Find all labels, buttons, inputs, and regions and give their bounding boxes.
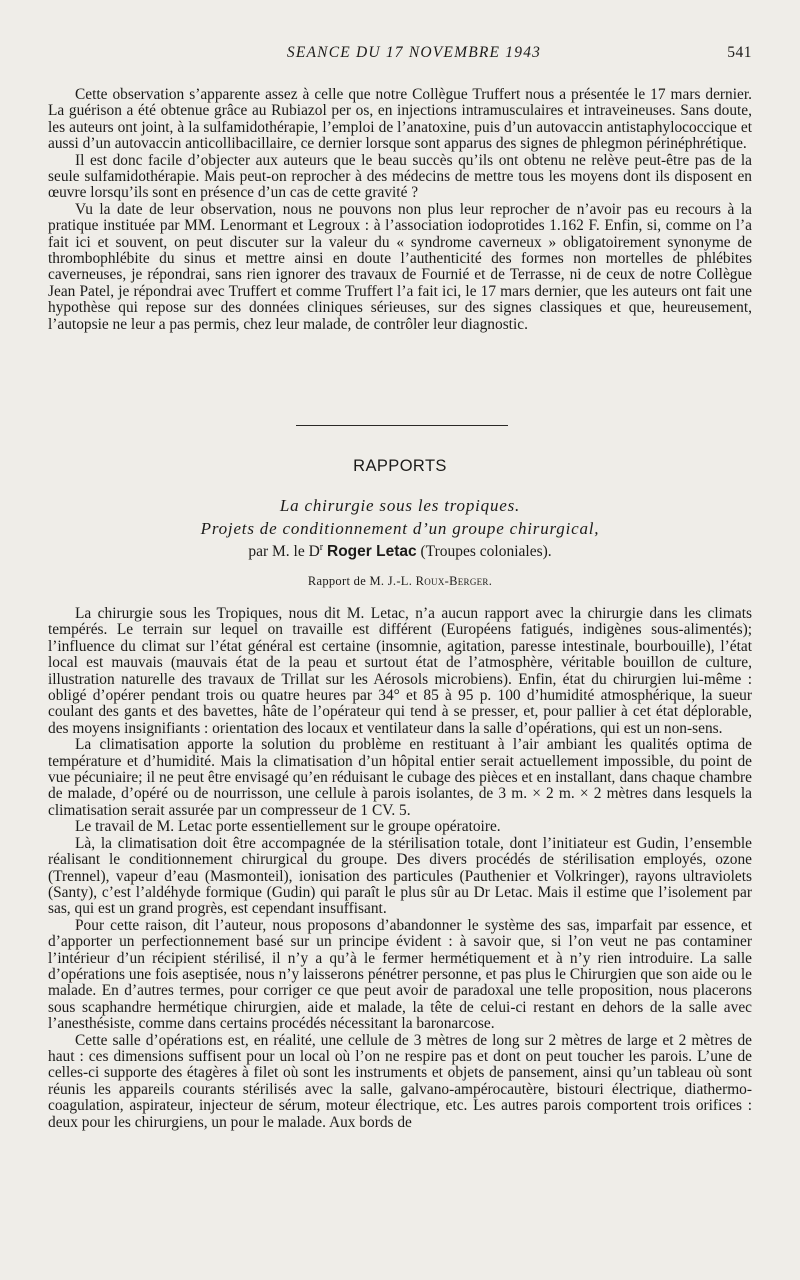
paragraph: La climatisation apporte la solution du problème en restituant à l’air ambiant les qualités optima de température et d’humidité. Mais la climatisation d’un hôpital entier serait actuellement impossible, du point de vue pécuniaire; il ne peut être envisagé qu’en réduisant le cubage des pièces et en installant, dans chaque chambre de malade, d’opéré ou de nourrisson, une cellule à parois isolantes, de 3 m. × 2 m. × 2 mètres dans lesquels la climatisation serait assurée par un compresseur de 1 CV. 5. [48, 736, 752, 819]
byline-sup: r [319, 542, 324, 553]
author-name: Roger Letac [327, 543, 417, 561]
paragraph: Cette observation s’apparente assez à celle que notre Collègue Truffert nous a présentée le 17 mars dernier. La guérison a été obtenue grâce au Rubiazol per os, en injections intramusculaires et intraveineuses. Sans doute, les auteurs ont joint, à la sulfamidothérapie, l’emploi de l’anatoxine, puis d’un autovaccin antistaphylococcique et aussi d’un autovaccin anticollibacillaire, ce dernier lorsque sont apparus des signes de phlegmon périnéphrétique. [48, 86, 752, 153]
section-divider [296, 425, 508, 426]
paragraph: Il est donc facile d’objecter aux auteurs que le beau succès qu’ils ont obtenu ne relève peut-être pas de la seule sulfamidothérapie. Mais peut-on reprocher à des médecins de mettre tous les moyens dont ils disposent en œuvre lorsqu’ils sont en présence d’un cas de cette gravité ? [48, 151, 752, 202]
paragraph: La chirurgie sous les Tropiques, nous dit M. Letac, n’a aucun rapport avec la chirurgie dans les climats tempérés. Le terrain sur lequel on travaille est différent (Européens fatigués, indigènes sous-alimentés); l’influence du climat sur l’état général est certaine (insomnie, agitation, paresse intestinale, bourbouille), l’état local est mauvais (mauvais état de la peau et surtout état de l’atmosphère, véritable bouillon de culture, illustration naturelle des travaux de Trillat sur les Aérosols microbiens). Enfin, état du chirurgien lui-même : obligé d’opérer pendant trois ou quatre heures par 34° et 85 à 95 p. 100 d’humidité atmosphérique, la sueur coulant des gants et des bavettes, hâte de l’opérateur qui tend à se presser, et, pour pallier à cet état déplorable, des moyens insignifiants : orientation des locaux et ventilateur dans la salle d’opérations, qui est un non-sens. [48, 605, 752, 737]
section-heading: RAPPORTS [353, 457, 447, 475]
author-affiliation: (Troupes coloniales). [420, 543, 552, 561]
report-author: Roux-Berger. [415, 574, 493, 588]
article-title-line-2: Projets de conditionnement d’un groupe chirurgical, [200, 519, 600, 538]
report-attribution [0, 574, 800, 589]
paragraph: Le travail de M. Letac porte essentiellement sur le groupe opératoire. [75, 818, 501, 836]
paragraph: Là, la climatisation doit être accompagnée de la stérilisation totale, dont l’initiateur est Gudin, l’ensemble réalisant le conditionnement chirurgical du groupe. Des divers procédés de stérilisation employés, ozone (Trennel), vapeur d’eau (Masmonteil), ionisation des particules (Pauthenier et Volkringer), rayons ultraviolets (Santy), c’est l’aldéhyde formique (Gudin) qui paraît le plus sûr au Dr Letac. Mais il estime que l’isolement par sas, qui est un grand progrès, est cependant insuffisant. [48, 834, 752, 918]
paragraph: Pour cette raison, dit l’auteur, nous proposons d’abandonner le système des sas, imparfait par essence, et d’apporter un perfectionnement basé sur un principe évident : à savoir que, si l’on veut ne pas contaminer l’intérieur d’un récipient stérilisé, il n’y a qu’à le fermer hermétiquement et à n’y rien introduire. La salle d’opérations une fois aseptisée, nous n’y laisserons pénétrer personne, et pas plus le Chirurgien que son aide ou le malade. En d’autres termes, pour corriger ce que peut avoir de paradoxal une telle proposition, nous placerons sous scaphandre hermétique chirurgien, aide et malade, la tête de celui-ci restant en dehors de la salle avec l’anesthésiste, comme dans certains procédés nécessitant la baronarcose. [48, 916, 752, 1033]
byline-prefix: par M. le D [248, 543, 320, 561]
article-body [48, 606, 752, 1131]
running-header [76, 44, 752, 66]
byline [0, 542, 800, 561]
continued-text-block [48, 87, 752, 333]
article-title-line-1: La chirurgie sous les tropiques. [279, 496, 521, 515]
report-prefix: Rapport de M. J.-L. [307, 574, 413, 588]
paragraph: Cette salle d’opérations est, en réalité, une cellule de 3 mètres de long sur 2 mètres de large et 2 mètres de haut : ces dimensions suffisent pour un local où l’on ne respire pas et dont on peut toucher les parois. L’une de celles-ci supporte des étagères à filet où sont les instruments et objets de pansement, ainsi qu’un tableau où sont réunis les appareils courants stérilisés avec la salle, galvano-ampérocautère, bistouri électrique, diathermo-coagulation, aspirateur, injecteur de sérum, moteur électrique, etc. Les autres parois comportent trois orifices : deux pour les chirurgiens, un pour le malade. Aux bords de [48, 1031, 752, 1131]
page-number: 541 [727, 44, 752, 61]
paragraph: Vu la date de leur observation, nous ne pouvons non plus leur reprocher de n’avoir pas eu recours à la pratique instituée par MM. Lenormant et Legroux : à l’association iodoprotides 1.162 F. Enfin, si, comme on l’a fait ici et souvent, on peut discuter sur la valeur du « syndrome caverneux » obligatoirement synonyme de thrombophlébite du sinus et mettre ainsi en doute l’authenticité des formes non mortelles de phlébites caverneuses, je répondrai, sans rien ignorer des travaux de Fournié et de Terrasse, ni de ceux de notre Collègue Jean Patel, je répondrai avec Truffert et comme Truffert l’a fait ici, le 17 mars dernier, que les auteurs ont fait une hypothèse qui repose sur des données cliniques sérieuses, sur des signes classiques et que, heureusement, l’autopsie ne leur a pas permis, chez leur malade, de contrôler leur diagnostic. [48, 200, 752, 333]
running-title: SEANCE DU 17 NOVEMBRE 1943 [286, 44, 542, 61]
